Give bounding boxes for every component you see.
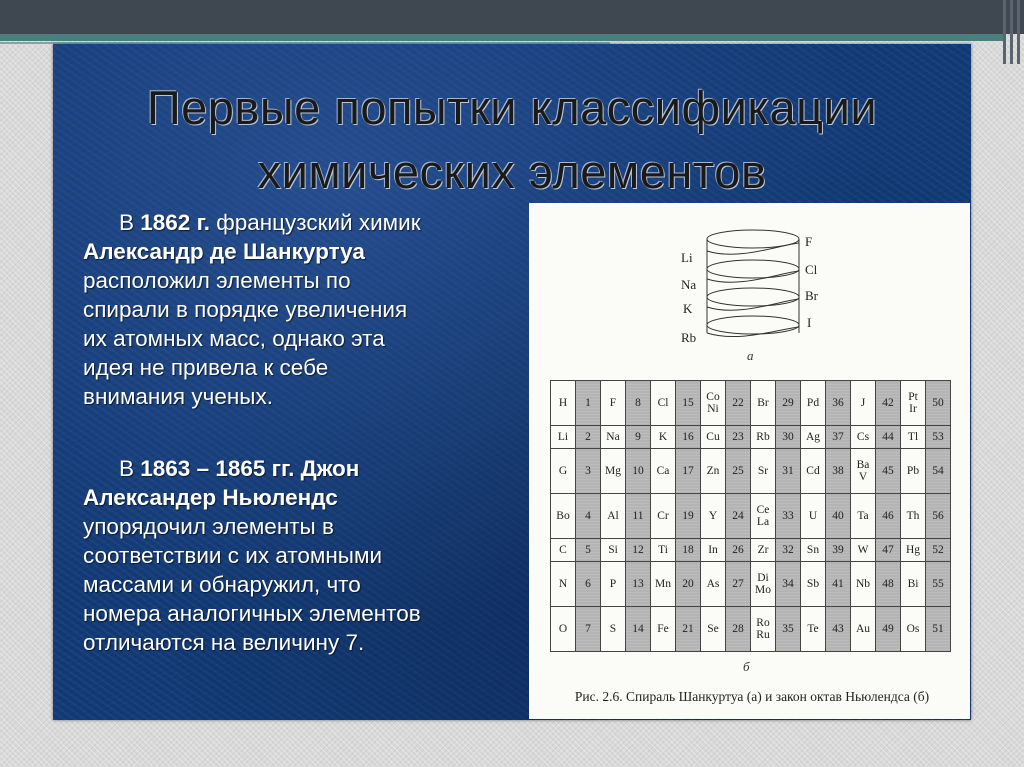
spiral-label: Li — [681, 250, 693, 265]
number-cell: 40 — [826, 494, 851, 539]
spiral-label: Na — [681, 277, 697, 292]
table-row — [551, 607, 951, 652]
number-cell: 2 — [576, 425, 601, 448]
table-row — [551, 562, 951, 607]
element-cell: Se — [701, 607, 726, 652]
number-cell: 11 — [626, 494, 651, 539]
number-cell: 1 — [576, 381, 601, 426]
element-cell: Th — [901, 494, 926, 539]
text-line: Александер Ньюлендс — [83, 485, 338, 510]
number-cell: 45 — [876, 449, 901, 494]
number-cell: 44 — [876, 425, 901, 448]
element-cell: Cs — [851, 425, 876, 448]
text-line: идея не привела к себе — [83, 355, 329, 380]
element-cell: Br — [751, 381, 776, 426]
number-cell: 20 — [676, 562, 701, 607]
element-cell: Tl — [901, 425, 926, 448]
element-cell: Rb — [751, 425, 776, 448]
element-cell: Ag — [801, 425, 826, 448]
element-cell: As — [701, 562, 726, 607]
title-line: Первые попытки классификации — [146, 81, 878, 134]
element-cell: F — [601, 381, 626, 426]
number-cell: 32 — [776, 538, 801, 561]
number-cell: 25 — [726, 449, 751, 494]
number-cell: 49 — [876, 607, 901, 652]
number-cell: 12 — [626, 538, 651, 561]
number-cell: 51 — [926, 607, 951, 652]
element-cell: Na — [601, 425, 626, 448]
element-cell: W — [851, 538, 876, 561]
element-cell: Zr — [751, 538, 776, 561]
number-cell: 14 — [626, 607, 651, 652]
number-cell: 22 — [726, 381, 751, 426]
paragraph-newlands — [83, 454, 523, 657]
number-cell: 42 — [876, 381, 901, 426]
number-cell: 36 — [826, 381, 851, 426]
number-cell: 55 — [926, 562, 951, 607]
element-cell: Bi — [901, 562, 926, 607]
element-cell: Ro Ru — [751, 607, 776, 652]
text-line: массами и обнаружил, что — [83, 572, 361, 597]
element-cell: Ca — [651, 449, 676, 494]
table-row — [551, 494, 951, 539]
edge-strip — [1010, 0, 1013, 64]
number-cell: 46 — [876, 494, 901, 539]
number-cell: 6 — [576, 562, 601, 607]
number-cell: 8 — [626, 381, 651, 426]
element-cell: Cr — [651, 494, 676, 539]
element-cell: Sb — [801, 562, 826, 607]
number-cell: 7 — [576, 607, 601, 652]
text-line: упорядочил элементы в — [83, 514, 334, 539]
number-cell: 52 — [926, 538, 951, 561]
element-cell: Li — [551, 425, 576, 448]
spiral-label: Br — [805, 288, 818, 303]
number-cell: 35 — [776, 607, 801, 652]
element-cell: Si — [601, 538, 626, 561]
slide-title — [53, 76, 971, 204]
number-cell: 50 — [926, 381, 951, 426]
number-cell: 15 — [676, 381, 701, 426]
element-cell: Os — [901, 607, 926, 652]
edge-strip — [1003, 0, 1006, 64]
element-cell: Te — [801, 607, 826, 652]
element-cell: P — [601, 562, 626, 607]
number-cell: 39 — [826, 538, 851, 561]
number-cell: 47 — [876, 538, 901, 561]
element-cell: Pd — [801, 381, 826, 426]
number-cell: 19 — [676, 494, 701, 539]
figure-letter-a: а — [747, 348, 754, 363]
element-cell: Di Mo — [751, 562, 776, 607]
element-cell: S — [601, 607, 626, 652]
number-cell: 38 — [826, 449, 851, 494]
number-cell: 48 — [876, 562, 901, 607]
text-line: В 1863 – 1865 гг. Джон — [119, 456, 360, 481]
element-cell: K — [651, 425, 676, 448]
text-line: отличаются на величину 7. — [83, 630, 365, 655]
number-cell: 13 — [626, 562, 651, 607]
number-cell: 31 — [776, 449, 801, 494]
element-cell: Cd — [801, 449, 826, 494]
number-cell: 56 — [926, 494, 951, 539]
element-cell: Co Ni — [701, 381, 726, 426]
element-cell: Ba V — [851, 449, 876, 494]
number-cell: 24 — [726, 494, 751, 539]
text-line: внимания ученых. — [83, 384, 273, 409]
element-cell: Nb — [851, 562, 876, 607]
spiral-label: F — [805, 234, 813, 249]
text-line: номера аналогичных элементов — [83, 601, 421, 626]
text-line: Александр де Шанкуртуа — [83, 239, 365, 264]
number-cell: 43 — [826, 607, 851, 652]
element-cell: Bo — [551, 494, 576, 539]
number-cell: 5 — [576, 538, 601, 561]
element-cell: Y — [701, 494, 726, 539]
element-cell: Mn — [651, 562, 676, 607]
newlands-octaves-table — [550, 380, 951, 652]
figure-caption: Рис. 2.6. Спираль Шанкуртуа (а) и закон октав Ньюлендса (б) — [574, 689, 930, 704]
number-cell: 33 — [776, 494, 801, 539]
table-row — [551, 425, 951, 448]
text-line: расположил элементы по — [83, 268, 351, 293]
element-cell: Ti — [651, 538, 676, 561]
spiral-label: I — [807, 315, 812, 330]
paragraph-chancourtois — [83, 208, 523, 411]
title-line: химических элементов — [257, 145, 767, 198]
element-cell: C — [551, 538, 576, 561]
element-cell: Zn — [701, 449, 726, 494]
number-cell: 41 — [826, 562, 851, 607]
number-cell: 27 — [726, 562, 751, 607]
number-cell: 18 — [676, 538, 701, 561]
element-cell: Fe — [651, 607, 676, 652]
element-cell: Sn — [801, 538, 826, 561]
number-cell: 21 — [676, 607, 701, 652]
table-row — [551, 381, 951, 426]
number-cell: 16 — [676, 425, 701, 448]
element-cell: N — [551, 562, 576, 607]
edge-strip — [1017, 0, 1020, 64]
top-bar — [0, 0, 1024, 34]
element-cell: U — [801, 494, 826, 539]
element-cell: Pt Ir — [901, 381, 926, 426]
number-cell: 17 — [676, 449, 701, 494]
number-cell: 26 — [726, 538, 751, 561]
element-cell: In — [701, 538, 726, 561]
table-row — [551, 538, 951, 561]
number-cell: 29 — [776, 381, 801, 426]
element-cell: Mg — [601, 449, 626, 494]
element-cell: G — [551, 449, 576, 494]
element-cell: Pb — [901, 449, 926, 494]
element-cell: Ce La — [751, 494, 776, 539]
number-cell: 28 — [726, 607, 751, 652]
element-cell: Al — [601, 494, 626, 539]
figure-letter-b: б — [743, 659, 750, 674]
top-bar-accent-rule — [0, 34, 1005, 41]
table-row — [551, 449, 951, 494]
number-cell: 34 — [776, 562, 801, 607]
number-cell: 4 — [576, 494, 601, 539]
element-cell: Hg — [901, 538, 926, 561]
number-cell: 10 — [626, 449, 651, 494]
element-cell: Au — [851, 607, 876, 652]
number-cell: 37 — [826, 425, 851, 448]
figure-panel — [529, 203, 970, 719]
element-cell: Cl — [651, 381, 676, 426]
spiral-label: Rb — [681, 330, 697, 345]
spiral-label: K — [683, 301, 693, 316]
number-cell: 3 — [576, 449, 601, 494]
number-cell: 53 — [926, 425, 951, 448]
number-cell: 30 — [776, 425, 801, 448]
text-line: В 1862 г. французский химик — [119, 210, 421, 235]
number-cell: 9 — [626, 425, 651, 448]
element-cell: H — [551, 381, 576, 426]
element-cell: Ta — [851, 494, 876, 539]
number-cell: 54 — [926, 449, 951, 494]
element-cell: J — [851, 381, 876, 426]
text-line: соответствии с их атомными — [83, 543, 383, 568]
element-cell: Cu — [701, 425, 726, 448]
element-cell: Sr — [751, 449, 776, 494]
number-cell: 23 — [726, 425, 751, 448]
spiral-label: Cl — [805, 262, 818, 277]
element-cell: O — [551, 607, 576, 652]
text-line: их атомных масс, однако эта — [83, 326, 385, 351]
text-line: спирали в порядке увеличения — [83, 297, 408, 322]
